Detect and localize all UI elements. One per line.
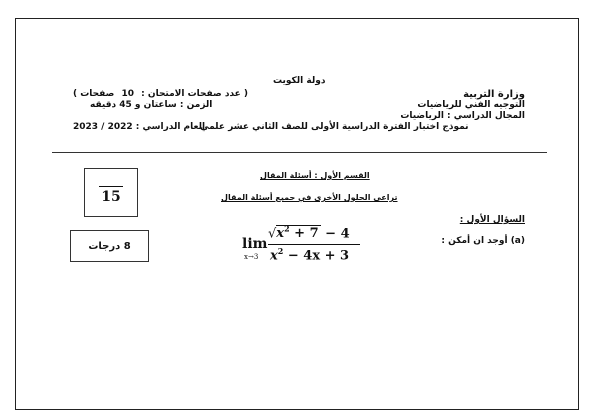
sqrt-sign: √ [268, 226, 277, 242]
marks-box [70, 230, 149, 262]
section-note: تراعى الحلول الأخرى في جميع أسئلة المقال [221, 193, 398, 202]
question-heading: السؤال الأول : [459, 215, 525, 225]
fraction-bar [268, 244, 360, 245]
question-part [441, 236, 525, 247]
year-info [73, 122, 205, 133]
marks-label: 8 درجات [88, 241, 131, 252]
pages-count: 10 [121, 89, 135, 99]
exam-title: نموذج اختبار الفترة الدراسية الأولى للصف الثاني عشر علمي [200, 122, 469, 132]
question-prompt: أوجد ان أمكن : [441, 236, 508, 246]
pages-info [73, 89, 248, 100]
supervision-label: التوجيه الفني للرياضيات [417, 100, 525, 110]
radicand: $x^2 + 7$ [276, 224, 319, 242]
header-divider [52, 152, 547, 153]
lim-subscript: x→3 [244, 253, 259, 261]
denominator: $x^2 - 4x + 3$ [270, 246, 350, 264]
year-label: العام الدراسي : [135, 122, 206, 132]
limit-expression [242, 222, 362, 268]
field-label: المجال الدراسي : الرياضيات [400, 111, 525, 121]
lim-word: lim [242, 236, 268, 252]
time-label: الزمن : [179, 100, 213, 110]
total-score-box [84, 168, 138, 217]
year-value: 2023 / 2022 [73, 122, 133, 132]
time-info [90, 100, 212, 111]
total-score: 15 [101, 189, 121, 205]
ministry-label: وزارة التربية [463, 89, 525, 100]
section-title: القسم الأول : أسئلة المقال [260, 171, 370, 180]
num-minus-four: − 4 [325, 226, 350, 242]
numerator [268, 224, 350, 241]
country-title: دولة الكويت [273, 76, 326, 86]
pages-suffix: صفحات ) [73, 89, 115, 99]
time-value: ساعتان و 45 دقيقه [90, 100, 177, 110]
score-fraction-line [99, 186, 123, 187]
pages-prefix: ( عدد صفحات الامتحان : [141, 89, 249, 99]
part-label: (a) [510, 236, 525, 246]
